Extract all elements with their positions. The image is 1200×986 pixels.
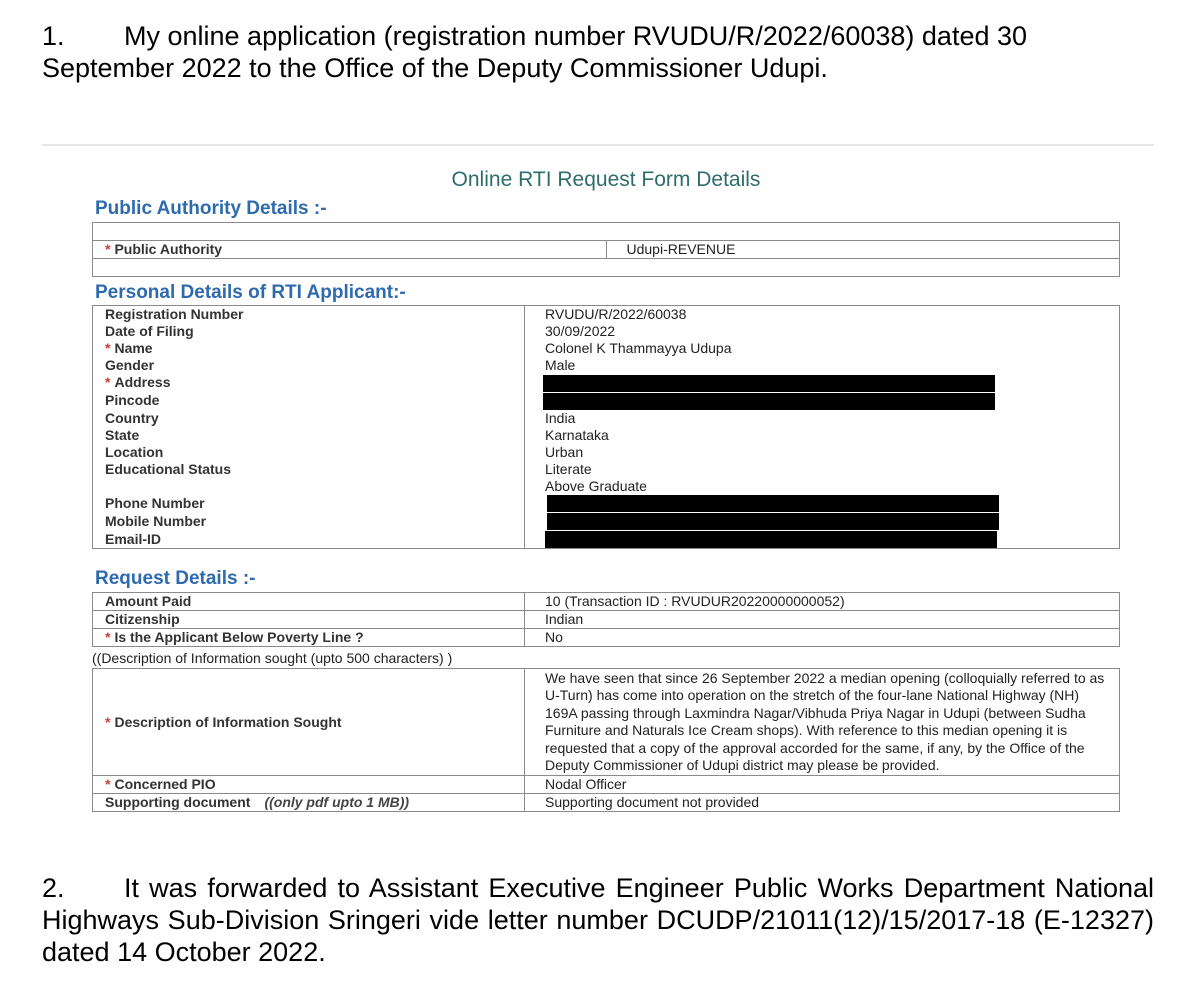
pincode-value [525,392,1120,410]
concerned-pio-value: Nodal Officer [525,776,1120,794]
educational-status-label: Educational Status [93,461,525,478]
table-row [93,478,1120,495]
table-row [93,374,1120,392]
email-id-label: Email-ID [93,530,525,548]
amount-paid-label: Amount Paid [93,593,525,611]
table-row [93,776,1120,794]
table-row [93,259,1120,277]
public-authority-table [92,222,1120,277]
address-value [525,374,1120,392]
redaction-bar [543,393,995,410]
paragraph-1-text: My online application (registration number RVUDU/R/2022/60038) dated 30 September 2022 to the Office of the Deputy Commissioner Udupi. [42,21,1028,83]
table-row [93,444,1120,461]
concerned-pio-label: * Concerned PIO [93,776,525,794]
paragraph-2-number: 2. [42,873,65,903]
section-heading-request-details: Request Details :- [95,568,256,589]
horizontal-divider [42,144,1154,146]
table-row [93,410,1120,427]
description-table [92,668,1120,812]
citizenship-value: Indian [525,611,1120,629]
redaction-bar [543,375,995,392]
table-row [93,241,1120,259]
educational-status-value: Literate [525,461,1120,478]
required-star: * [105,713,111,730]
table-row [93,794,1120,812]
table-row [93,629,1120,647]
gender-label: Gender [93,357,525,374]
required-star: * [105,374,111,391]
required-star: * [105,340,111,356]
table-row [93,611,1120,629]
table-row [93,530,1120,548]
paragraph-2 [42,872,1154,968]
table-row [93,392,1120,410]
supporting-document-label: Supporting document ((only pdf upto 1 MB)) [93,794,525,812]
below-poverty-line-value: No [525,629,1120,647]
state-label: State [93,427,525,444]
gender-value: Male [525,357,1120,374]
description-value: We have seen that since 26 September 2022 a median opening (colloquially referred to as U-Turn) has come into operation on the stretch of the four-lane National Highway (NH) 169A passing through Laxmindra Nagar/Vibhuda Priya Nagar in Udupi (between Sudha Furniture and Naturals Ice Cream shops). With reference to this median opening it is requested that a copy of the approval accorded for the same, if any, by the Office of the Deputy Commissioner of Udupi district may please be provided. [525,669,1120,776]
section-heading-public-authority: Public Authority Details :- [95,198,327,219]
redaction-bar [547,495,999,512]
table-row [93,512,1120,530]
mobile-number-value [525,512,1120,530]
table-row [93,323,1120,340]
location-value: Urban [525,444,1120,461]
name-label: * Name [93,340,525,357]
description-label: * Description of Information Sought [93,669,525,776]
country-value: India [525,410,1120,427]
amount-paid-value: 10 (Transaction ID : RVUDUR20220000000052) [525,593,1120,611]
registration-number-label: Registration Number [93,306,525,324]
table-row [93,461,1120,478]
personal-details-table [92,305,1120,549]
description-note: ((Description of Information sought (upto 500 characters) ) [92,650,453,666]
location-label: Location [93,444,525,461]
table-row [93,495,1120,513]
supporting-document-value: Supporting document not provided [525,794,1120,812]
table-row [93,340,1120,357]
country-label: Country [93,410,525,427]
table-row [93,593,1120,611]
below-poverty-line-label: * Is the Applicant Below Poverty Line ? [93,629,525,647]
required-star: * [105,629,111,645]
request-details-table [92,592,1120,647]
registration-number-value: RVUDU/R/2022/60038 [525,306,1120,324]
redaction-bar [545,531,997,548]
table-row [93,223,1120,241]
supporting-document-hint: ((only pdf upto 1 MB)) [264,794,410,811]
paragraph-1-number: 1. [42,21,65,51]
form-title: Online RTI Request Form Details [451,168,761,191]
name-value: Colonel K Thammayya Udupa [525,340,1120,357]
table-row [93,306,1120,324]
pincode-label: Pincode [93,392,525,410]
date-of-filing-value: 30/09/2022 [525,323,1120,340]
phone-number-value [525,495,1120,513]
required-star: * [105,776,111,793]
educational-status-value-2: Above Graduate [525,478,1120,495]
table-row [93,669,1120,776]
table-row [93,357,1120,374]
paragraph-1 [42,20,1154,84]
citizenship-label: Citizenship [93,611,525,629]
address-label: * Address [93,374,525,392]
state-value: Karnataka [525,427,1120,444]
paragraph-2-text: It was forwarded to Assistant Executive Engineer Public Works Department National Highways Sub-Division Sringeri vide letter number DCUDP/21011(12)/15/2017-18 (E-12327) dated 14 October 2022. [42,873,1154,967]
redaction-bar [547,513,999,530]
date-of-filing-label: Date of Filing [93,323,525,340]
public-authority-label: * Public Authority [93,241,607,259]
phone-number-label: Phone Number [93,495,525,513]
mobile-number-label: Mobile Number [93,512,525,530]
section-heading-personal-details: Personal Details of RTI Applicant:- [95,282,406,303]
table-row [93,427,1120,444]
email-id-value [525,530,1120,548]
required-star: * [105,241,111,257]
public-authority-value: Udupi-REVENUE [606,241,1120,259]
